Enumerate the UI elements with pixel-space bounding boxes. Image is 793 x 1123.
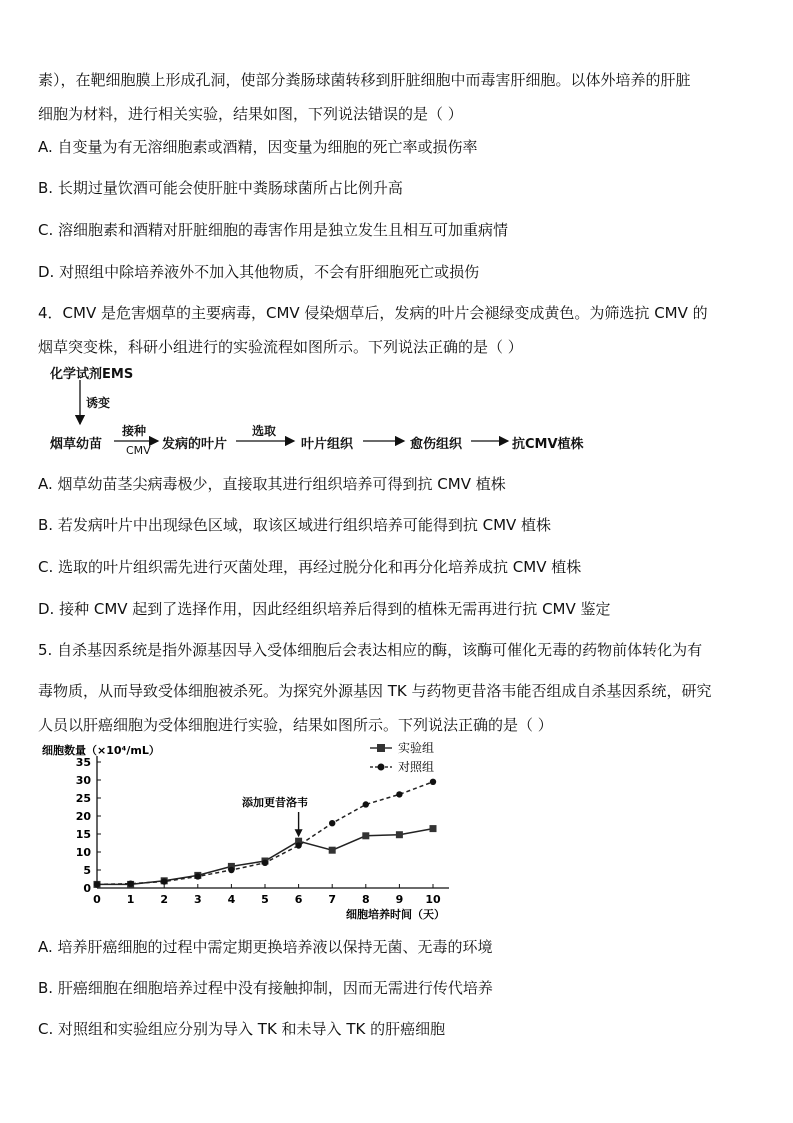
flow-mutate-label: 诱变 (86, 396, 111, 410)
y-tick-label: 25 (75, 792, 91, 805)
chart-xlabel: 细胞培养时间（天） (346, 908, 445, 921)
control-point (127, 880, 133, 886)
x-tick-label: 8 (361, 893, 370, 906)
q3-stem-line-2: 细胞为材料，进行相关实验，结果如图，下列说法错误的是（ ） (38, 105, 463, 123)
x-tick-label: 4 (227, 893, 236, 906)
q5-option-c: C. 对照组和实验组应分别为导入 TK 和未导入 TK 的肝癌细胞 (38, 1020, 446, 1038)
chart-legend (370, 741, 434, 774)
q4-option-d: D. 接种 CMV 起到了选择作用，因此经组织培养后得到的植株无需再进行抗 CMV 鉴定 (38, 600, 611, 618)
control-point (228, 867, 234, 873)
y-tick-label: 30 (75, 774, 91, 787)
control-point (396, 791, 402, 797)
q3-option-d: D. 对照组中除培养液外不加入其他物质，不会有肝细胞死亡或损伤 (38, 263, 480, 281)
x-tick-label: 1 (126, 893, 135, 906)
y-tick-label: 35 (75, 756, 91, 769)
control-point (430, 779, 436, 785)
flow-callus: 愈伤组织 (410, 437, 463, 452)
control-point (329, 820, 335, 826)
y-tick-label: 20 (75, 810, 91, 823)
experiment-point (430, 825, 437, 832)
q4-flow-diagram (40, 360, 600, 460)
experiment-point (362, 832, 369, 839)
chart-svg (30, 740, 510, 925)
flow-plant: 抗CMV植株 (512, 437, 584, 452)
y-tick-label: 10 (75, 846, 91, 859)
x-tick-label: 10 (425, 893, 441, 906)
x-tick-label: 7 (328, 893, 337, 906)
q5-stem-line-3: 人员以肝癌细胞为受体细胞进行实验，结果如图所示。下列说法正确的是（ ） (38, 716, 553, 734)
flow-leaf: 发病的叶片 (162, 437, 228, 452)
q3-option-a: A. 自变量为有无溶细胞素或酒精，因变量为细胞的死亡率或损伤率 (38, 138, 478, 156)
legend-marker-control (378, 764, 385, 771)
q3-option-b: B. 长期过量饮酒可能会使肝脏中粪肠球菌所占比例升高 (38, 179, 403, 197)
chart-marks (94, 779, 437, 888)
q4-stem-line-2: 烟草突变株，科研小组进行的实验流程如图所示。下列说法正确的是（ ） (38, 338, 523, 356)
chart-annotation: 添加更昔洛韦 (242, 796, 308, 809)
q5-option-b: B. 肝癌细胞在细胞培养过程中没有接触抑制，因而无需进行传代培养 (38, 979, 493, 997)
q4-option-a: A. 烟草幼苗茎尖病毒极少，直接取其进行组织培养可得到抗 CMV 植株 (38, 475, 506, 493)
x-tick-label: 6 (294, 893, 303, 906)
control-point (262, 860, 268, 866)
q4-stem-line-1: 4．CMV 是危害烟草的主要病毒，CMV 侵染烟草后，发病的叶片会褪绿变成黄色。为筛选抗 CMV 的 (38, 304, 708, 322)
q3-stem-line-1: 素），在靶细胞膜上形成孔洞，使部分粪肠球菌转移到肝脏细胞中而毒害肝细胞。以体外培养的肝脏 (38, 71, 691, 89)
y-tick-label: 5 (83, 864, 91, 877)
experiment-point (329, 847, 336, 854)
legend-marker-experiment (377, 744, 385, 752)
q5-stem-line-2: 毒物质，从而导致受体细胞被杀死。为探究外源基因 TK 与药物更昔洛韦能否组成自杀基因系统，研究 (38, 682, 712, 700)
y-tick-label: 15 (75, 828, 91, 841)
y-tick-label: 0 (83, 882, 91, 895)
x-tick-label: 3 (193, 893, 202, 906)
control-point (94, 881, 100, 887)
series-line-0 (97, 829, 433, 885)
legend-label-control: 对照组 (398, 760, 435, 774)
cell-count-chart (30, 740, 510, 925)
flow-seedling: 烟草幼苗 (50, 437, 103, 452)
annotation-arrowhead (295, 829, 303, 837)
x-tick-label: 2 (160, 893, 169, 906)
flow-cmv-label: CMV (126, 444, 151, 457)
q5-stem-line-1: 5. 自杀基因系统是指外源基因导入受体细胞后会表达相应的酶，该酶可催化无毒的药物前体转化为有 (38, 641, 703, 659)
q3-option-c: C. 溶细胞素和酒精对肝脏细胞的毒害作用是独立发生且相互可加重病情 (38, 221, 509, 239)
flow-select-label: 选取 (252, 424, 277, 438)
experiment-point (396, 831, 403, 838)
q5-option-a: A. 培养肝癌细胞的过程中需定期更换培养液以保持无菌、无毒的环境 (38, 938, 493, 956)
flow-reagent: 化学试剂EMS (50, 367, 134, 382)
flow-tissue: 叶片组织 (301, 437, 354, 452)
q4-option-c: C. 选取的叶片组织需先进行灭菌处理，再经过脱分化和再分化培养成抗 CMV 植株 (38, 558, 582, 576)
x-tick-label: 5 (261, 893, 269, 906)
flow-inoculate-label: 接种 (122, 424, 147, 438)
chart-ylabel: 细胞数量（×10⁴/mL） (42, 744, 160, 757)
x-tick-label: 9 (395, 893, 404, 906)
q4-option-b: B. 若发病叶片中出现绿色区域，取该区域进行组织培养可能得到抗 CMV 植株 (38, 516, 552, 534)
control-point (295, 842, 301, 848)
control-point (363, 801, 369, 807)
control-point (195, 873, 201, 879)
control-point (161, 878, 167, 884)
legend-label-experiment: 实验组 (398, 741, 435, 755)
x-tick-label: 0 (93, 893, 101, 906)
